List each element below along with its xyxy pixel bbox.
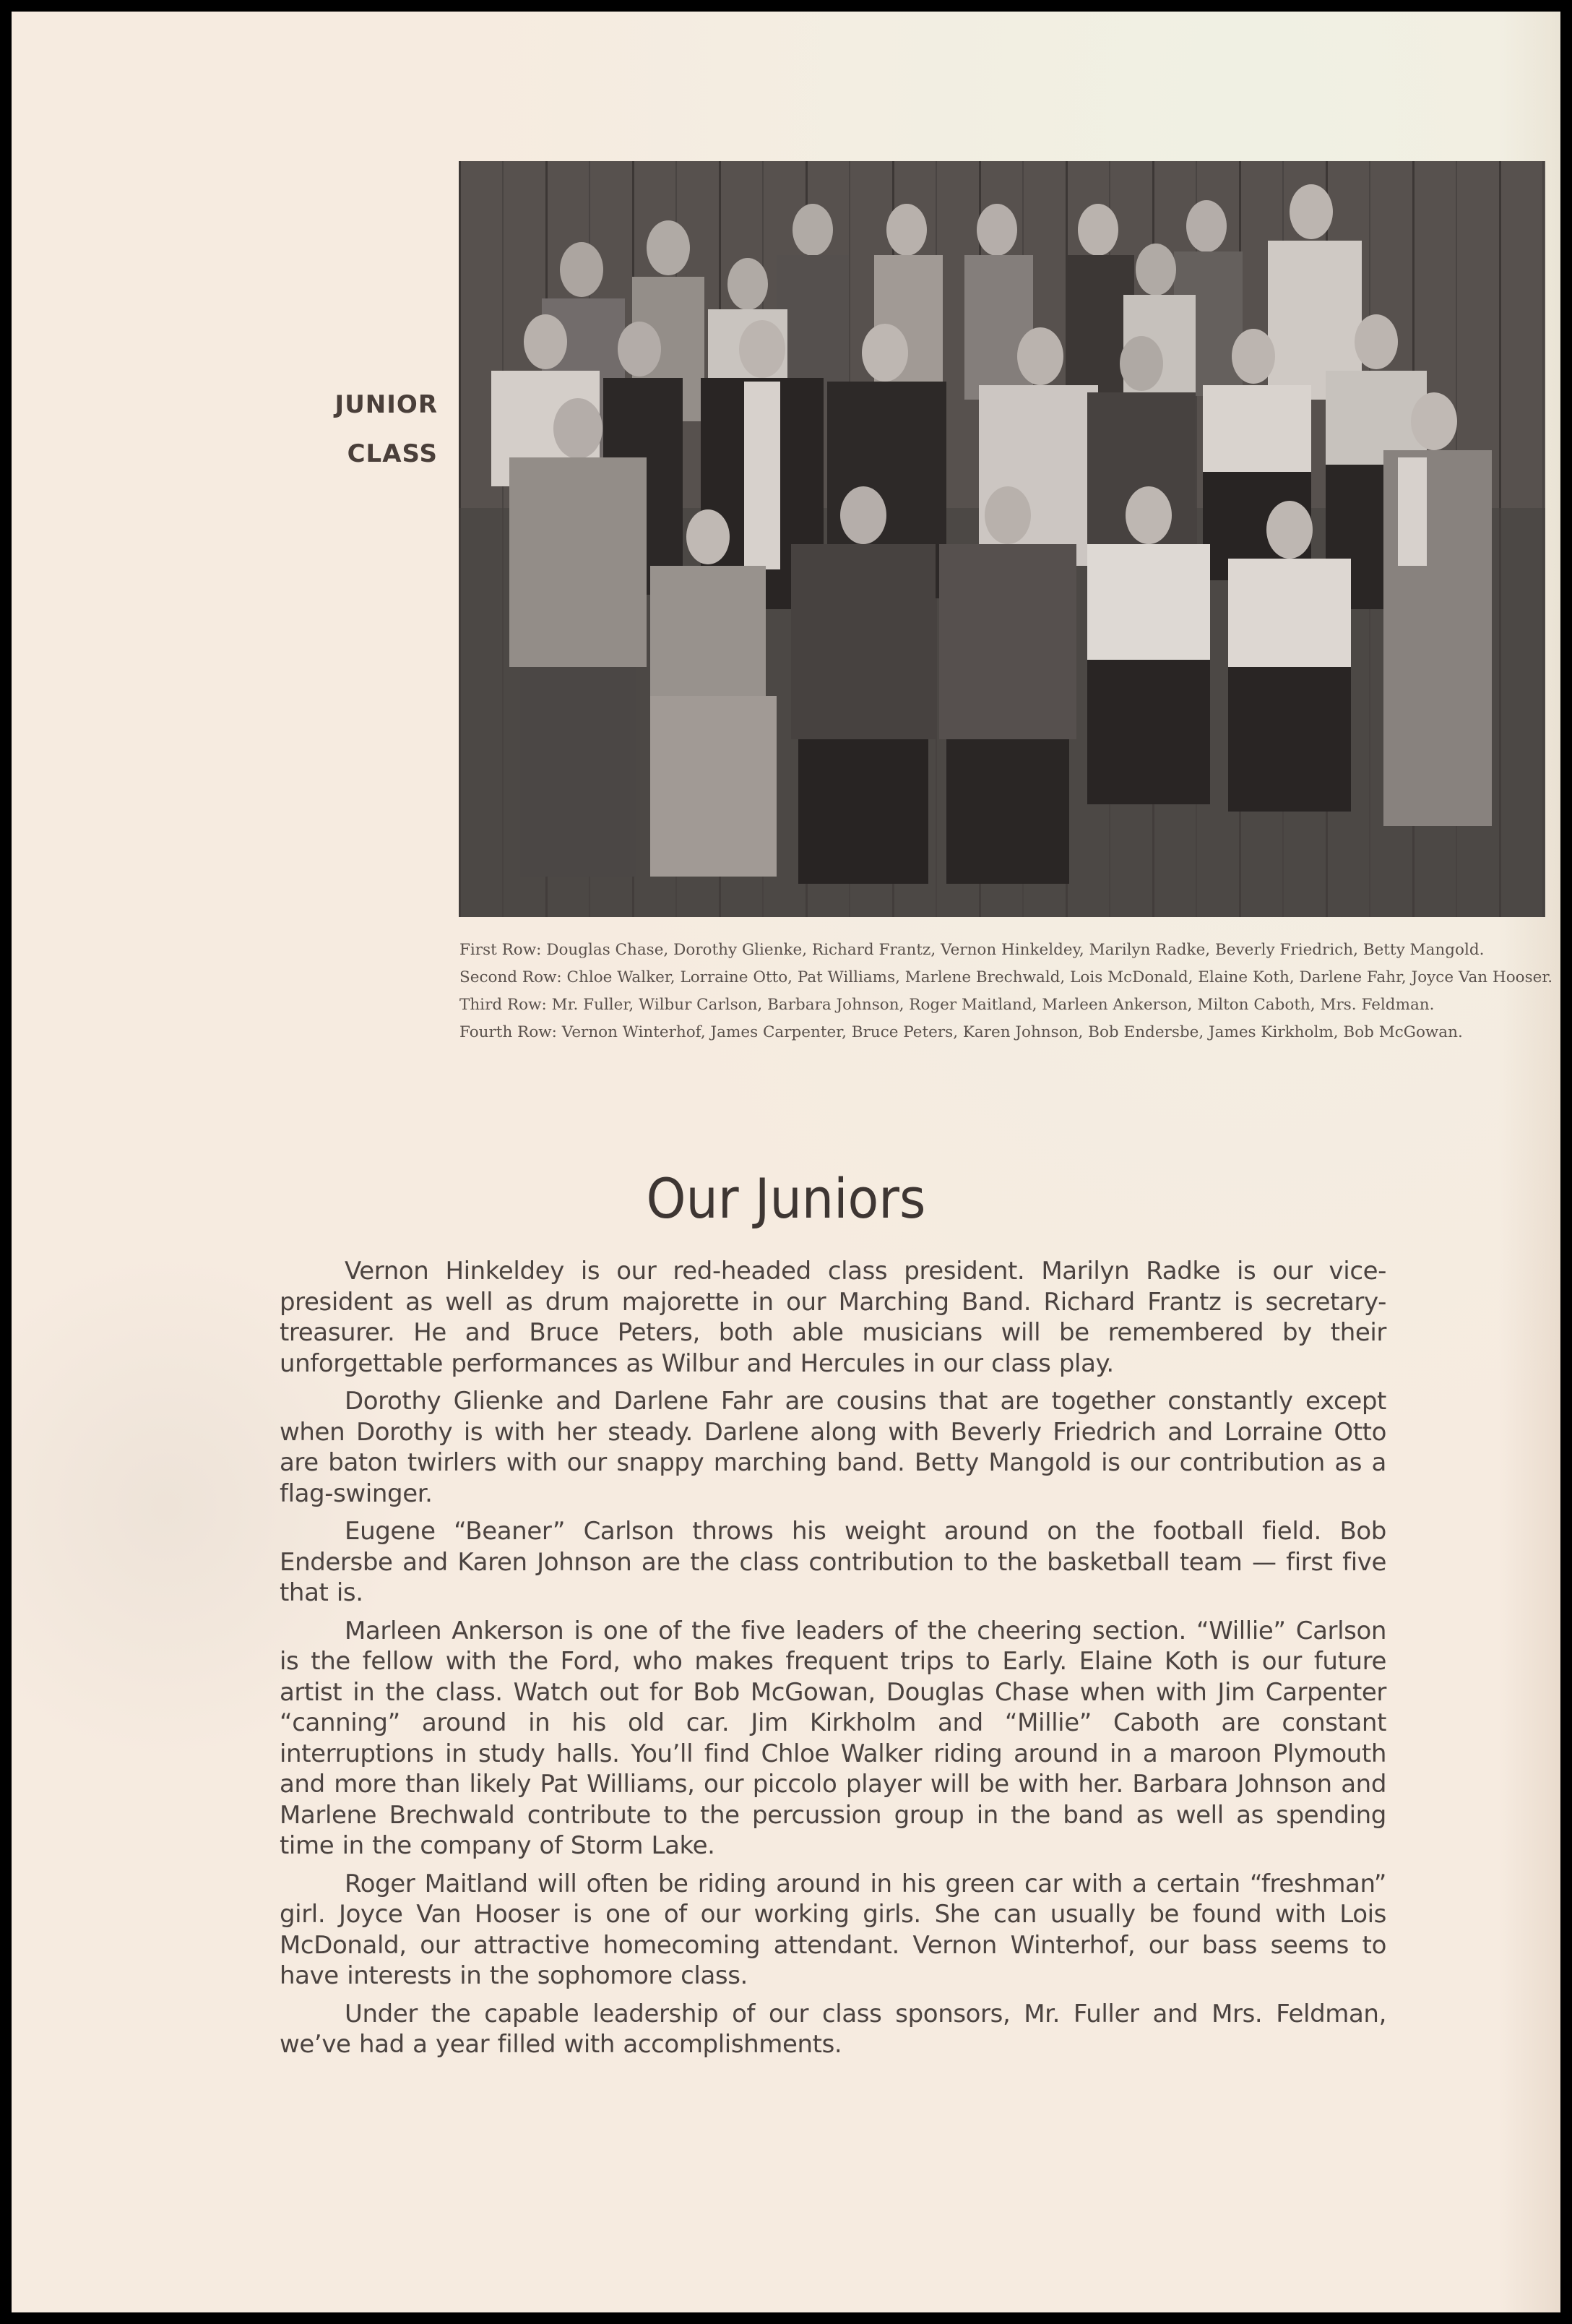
article-paragraph: Vernon Hinkeldey is our red-headed class president. Marilyn Radke is our vice-president as well as drum majorette in our Marching Band. Richard Frantz is secretary-treasurer. He and Bruce Peters, both able musicians will be remembered by their unforgettable performances as Wilbur and Hercules in our class play. [280, 1257, 1386, 1378]
group-photo-illustration [459, 161, 1545, 917]
caption-row-names: Vernon Winterhof, James Carpenter, Bruce Peters, Karen Johnson, Bob Endersbe, James Kirkholm, Bob McGowan. [561, 1023, 1463, 1041]
caption-row-label: First Row: [459, 941, 542, 959]
caption-row-names: Chloe Walker, Lorraine Otto, Pat Williams, Marlene Brechwald, Lois McDonald, Elaine Koth, Darlene Fahr, Joyce Van Hooser. [566, 968, 1553, 986]
class-group-photo [459, 161, 1545, 917]
caption-row [459, 1020, 1560, 1045]
article-title: Our Juniors [646, 1166, 926, 1231]
article-paragraph: Under the capable leadership of our class sponsors, Mr. Fuller and Mrs. Feldman, we’ve had a year filled with accomplishments. [280, 1999, 1386, 2059]
caption-row [459, 993, 1560, 1017]
article-paragraph: Roger Maitland will often be riding around in his green car with a certain “freshman” girl. Joyce Van Hooser is one of our working girls. She can usually be found with Lois McDonald, our attractive homecoming attendant. Vernon Winterhof, our bass seems to have interests in the sophomore class. [280, 1869, 1386, 1990]
article-body [280, 1256, 1386, 2067]
photo-caption [459, 938, 1560, 1048]
yearbook-page [12, 12, 1560, 2312]
caption-row-label: Third Row: [459, 996, 547, 1014]
article-paragraph: Dorothy Glienke and Darlene Fahr are cousins that are together constantly except when Dorothy is with her steady. Darlene along with Beverly Friedrich and Lorraine Otto are baton twirlers with our snappy marching band. Betty Mangold is our contribution as a flag-swinger. [280, 1387, 1386, 1508]
caption-row [459, 965, 1560, 990]
caption-row-names: Douglas Chase, Dorothy Glienke, Richard Frantz, Vernon Hinkeldey, Marilyn Radke, Beverly Friedrich, Betty Mangold. [546, 941, 1485, 959]
section-label [301, 380, 438, 478]
caption-row-label: Second Row: [459, 968, 562, 986]
section-label-line1: JUNIOR [334, 390, 438, 419]
caption-row-label: Fourth Row: [459, 1023, 557, 1041]
article-paragraph: Marleen Ankerson is one of the five leaders of the cheering section. “Willie” Carlson is the fellow with the Ford, who makes frequent trips to Early. Elaine Koth is our future artist in the class. Watch out for Bob McGowan, Douglas Chase when with Jim Carpenter “canning” around in his old car. Jim Kirkholm and “Millie” Caboth are constant interruptions in study halls. You’ll find Chloe Walker riding around in a maroon Plymouth and more than likely Pat Williams, our piccolo player will be with her. Barbara Johnson and Marlene Brechwald contribute to the percussion group in the band as well as spending time in the company of Storm Lake. [280, 1616, 1386, 1860]
section-label-line2: CLASS [347, 439, 438, 468]
caption-row [459, 938, 1560, 963]
caption-row-names: Mr. Fuller, Wilbur Carlson, Barbara Johnson, Roger Maitland, Marleen Ankerson, Milton Caboth, Mrs. Feldman. [551, 996, 1435, 1014]
article-paragraph: Eugene “Beaner” Carlson throws his weight around on the football field. Bob Endersbe and Karen Johnson are the class contribution to the basketball team — first five that is. [280, 1517, 1386, 1607]
